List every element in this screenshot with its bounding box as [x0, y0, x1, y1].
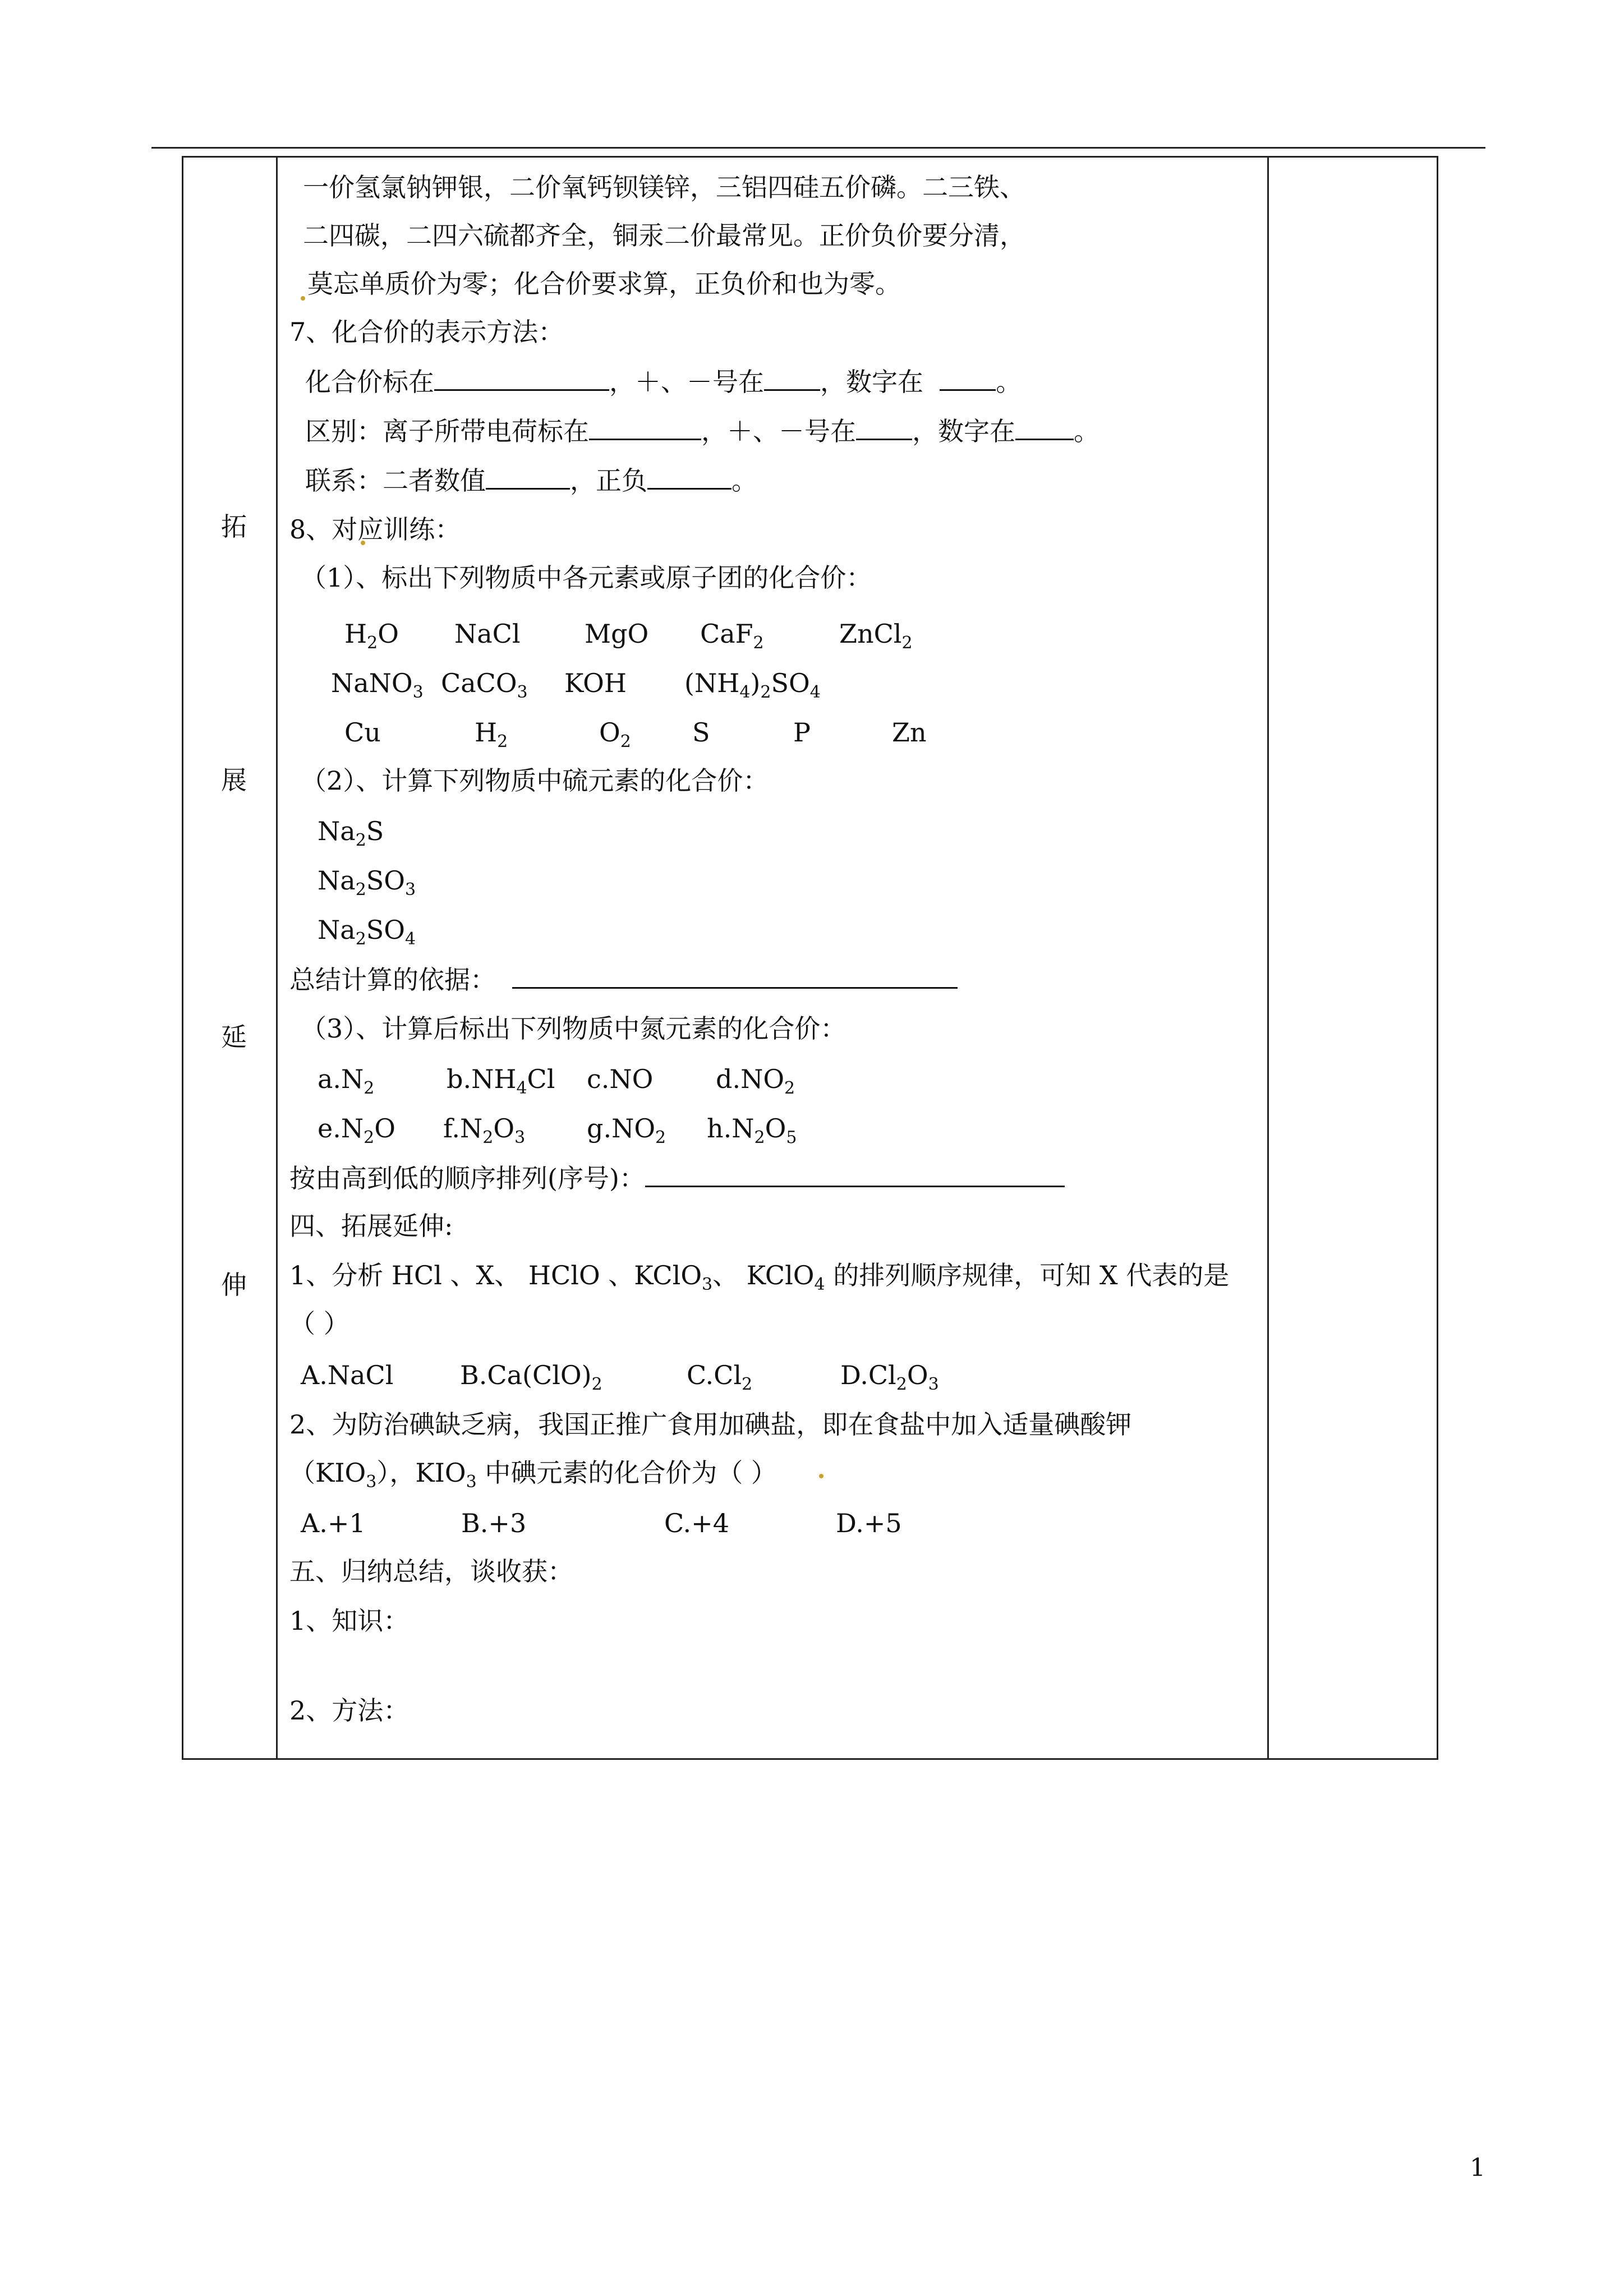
side-label-char: 延 — [221, 1022, 247, 1052]
stray-mark — [301, 296, 305, 301]
question-1: （1）、标出下列物质中各元素或原子团的化合价： — [301, 563, 872, 593]
column-divider-right — [1267, 158, 1269, 1758]
order-line: 按由高到低的顺序排列(序号)： — [289, 1161, 1065, 1195]
answer-blank[interactable] — [434, 365, 609, 391]
answer-blank[interactable] — [940, 365, 996, 391]
answer-blank[interactable] — [856, 414, 912, 440]
method-line: 2、方法： — [289, 1695, 410, 1726]
mnemonic-line: 二四碳，二四六硫都齐全，铜汞二价最常见。正价负价要分清， — [303, 220, 1025, 251]
question-2: （2）、计算下列物质中硫元素的化合价： — [301, 766, 769, 796]
formula-row: $H_2O$ NaCl MgO CaF$_2$ ZnCl$_2$ — [344, 619, 913, 653]
side-label-char: 伸 — [221, 1270, 247, 1300]
relation-line: 联系：二者数值 ，正负 。 — [305, 463, 757, 497]
question-3: （3）、计算后标出下列物质中氮元素的化合价： — [301, 1013, 846, 1044]
page-number: 1 — [1470, 2154, 1485, 2182]
notation-line: 化合价标在 ，＋、－号在 ，数字在 。 — [305, 365, 1022, 399]
side-label-char: 展 — [221, 765, 247, 795]
header-rule — [151, 147, 1485, 149]
extension-question-2-cont: $(KIO_3)$，$KIO_3$ 中碘元素的化合价为（ ） — [289, 1458, 777, 1492]
answer-blank[interactable] — [647, 463, 732, 490]
answer-blank[interactable] — [589, 414, 701, 440]
question-1-options: A.NaCl $B.Ca(ClO)_2$ $C.Cl_2$ $D.Cl_2O_3$ — [301, 1360, 939, 1394]
answer-parens: （ ） — [289, 1308, 349, 1339]
column-divider-left — [276, 158, 278, 1758]
answer-blank[interactable] — [486, 463, 570, 490]
nitrogen-options: $a.N_2$ $b.NH_4Cl$ c.NO $d.NO_2$ — [318, 1064, 795, 1098]
section-8-title: 8、对应训练： — [289, 514, 461, 545]
formula-row: NaNO$_3$ CaCO$_3$ KOH $(NH_4)_2SO_4$ — [331, 668, 821, 702]
answer-blank[interactable] — [645, 1161, 1065, 1187]
side-label-char: 拓 — [221, 511, 247, 542]
section-5-title: 五、归纳总结，谈收获： — [289, 1556, 573, 1587]
section-7-title: 7、化合价的表示方法： — [289, 317, 564, 347]
stray-mark — [819, 1474, 823, 1478]
answer-blank[interactable] — [1015, 414, 1074, 440]
formula: $Na_2SO_3$ — [318, 865, 416, 900]
formula: $Na_2S$ — [318, 816, 384, 850]
formula-row: Cu $H_2$ $O_2$ S P Zn — [344, 717, 927, 751]
knowledge-line: 1、知识： — [289, 1606, 410, 1636]
mnemonic-line: 一价氢氯钠钾银，二价氧钙钡镁锌，三铝四硅五价磷。二三铁、 — [303, 172, 1025, 202]
answer-blank[interactable] — [764, 365, 820, 391]
answer-blank[interactable] — [512, 962, 958, 989]
summary-line: 总结计算的依据： — [289, 962, 958, 997]
question-2-options: A.+1 B.+3 C.+4 D.+5 — [301, 1508, 902, 1538]
formula: $Na_2SO_4$ — [318, 915, 416, 949]
nitrogen-options: $e.N_2O$ $f.N_2O_3$ $g.NO_2$ $h.N_2O_5$ — [318, 1113, 797, 1147]
extension-question-2: 2、为防治碘缺乏病，我国正推广食用加碘盐，即在食盐中加入适量碘酸钾 — [289, 1409, 1132, 1440]
extension-question-1: 1、分析 HCl 、X、 HClO 、KClO$_3$、 KClO$_4$ 的排列顺序规律，可知 X 代表的是 — [289, 1260, 1230, 1294]
mnemonic-line: 莫忘单质价为零；化合价要求算，正负价和也为零。 — [307, 269, 901, 299]
difference-line: 区别：离子所带电荷标在 ，＋、－号在 ，数字在 。 — [305, 414, 1099, 448]
section-4-title: 四、拓展延伸: — [289, 1211, 453, 1241]
